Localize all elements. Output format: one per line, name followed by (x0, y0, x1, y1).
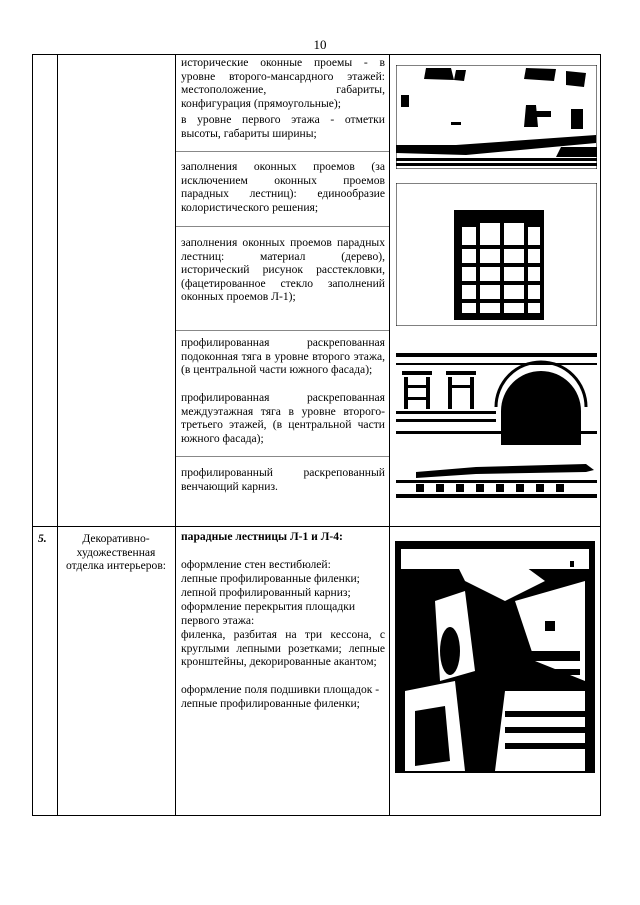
stucco-panels-text: лепные профилированные филенки; (181, 572, 360, 585)
block-separator (176, 456, 389, 457)
interior-staircase-photo (395, 541, 595, 773)
first-floor-openings-text: в уровне первого этажа - отметки высоты, габариты ширины; (181, 113, 385, 140)
landing-soffit-text: оформление поля подшивки площадок - лепные профилированные филенки; (181, 683, 380, 710)
interfloor-string-course-text: профилированная раскрепованная междуэтажная тяга в уровне второго-третьего этажей, (в центральной части южного фасада); (181, 391, 385, 445)
string-course-photo (396, 341, 597, 445)
table-top-border (32, 54, 601, 55)
landing-ceiling-text: оформление перекрытия площадки первого этажа: (181, 600, 356, 627)
cornice-photo (396, 462, 597, 504)
block-separator (176, 151, 389, 152)
column-divider-1 (57, 54, 58, 816)
vestibule-walls-text: оформление стен вестибюлей: (181, 558, 331, 571)
sill-string-course-text: профилированная раскрепованная подоконная тяга в уровне второго этажа, (в центральной части южного фасада); (181, 336, 385, 377)
row2-category: Декоративно-художественная отделка интерьеров: (65, 532, 167, 573)
window-fillings-color-text: заполнения оконных проемов (за исключением оконных проемов парадных лестниц): единообразие колористического решения; (181, 160, 385, 214)
facade-windows-photo (396, 65, 597, 169)
coffers-rosettes-text: филенка, разбитая на три кессона, с круглыми лепными розетками; лепные кронштейны, декорированные акантом; (181, 628, 385, 669)
column-divider-3 (389, 54, 390, 816)
table-right-border (600, 54, 601, 816)
row2-number: 5. (38, 532, 47, 545)
block-separator (176, 226, 389, 227)
crowning-cornice-text: профилированный раскрепованный венчающий карниз. (181, 466, 385, 493)
stucco-cornice-text: лепной профилированный карниз; (181, 586, 351, 599)
staircases-heading: парадные лестницы Л-1 и Л-4: (181, 530, 343, 543)
staircase-window-fillings-text: заполнения оконных проемов парадных лестниц: материал (дерево), исторический рисунок расстекловки, (фацетированное стекло заполнений оконных проемов Л-1); (181, 236, 385, 304)
row-separator (32, 526, 601, 527)
staircase-window-photo (396, 183, 597, 326)
column-divider-2 (175, 54, 176, 816)
historic-window-openings-text: исторические оконные проемы - в уровне второго-мансардного этажей: местоположение, габариты, конфигурация (прямоугольные); (181, 56, 385, 110)
page-number: 10 (313, 37, 327, 52)
block-separator (176, 330, 389, 331)
table-bottom-border (32, 815, 601, 816)
table-left-border (32, 54, 33, 816)
